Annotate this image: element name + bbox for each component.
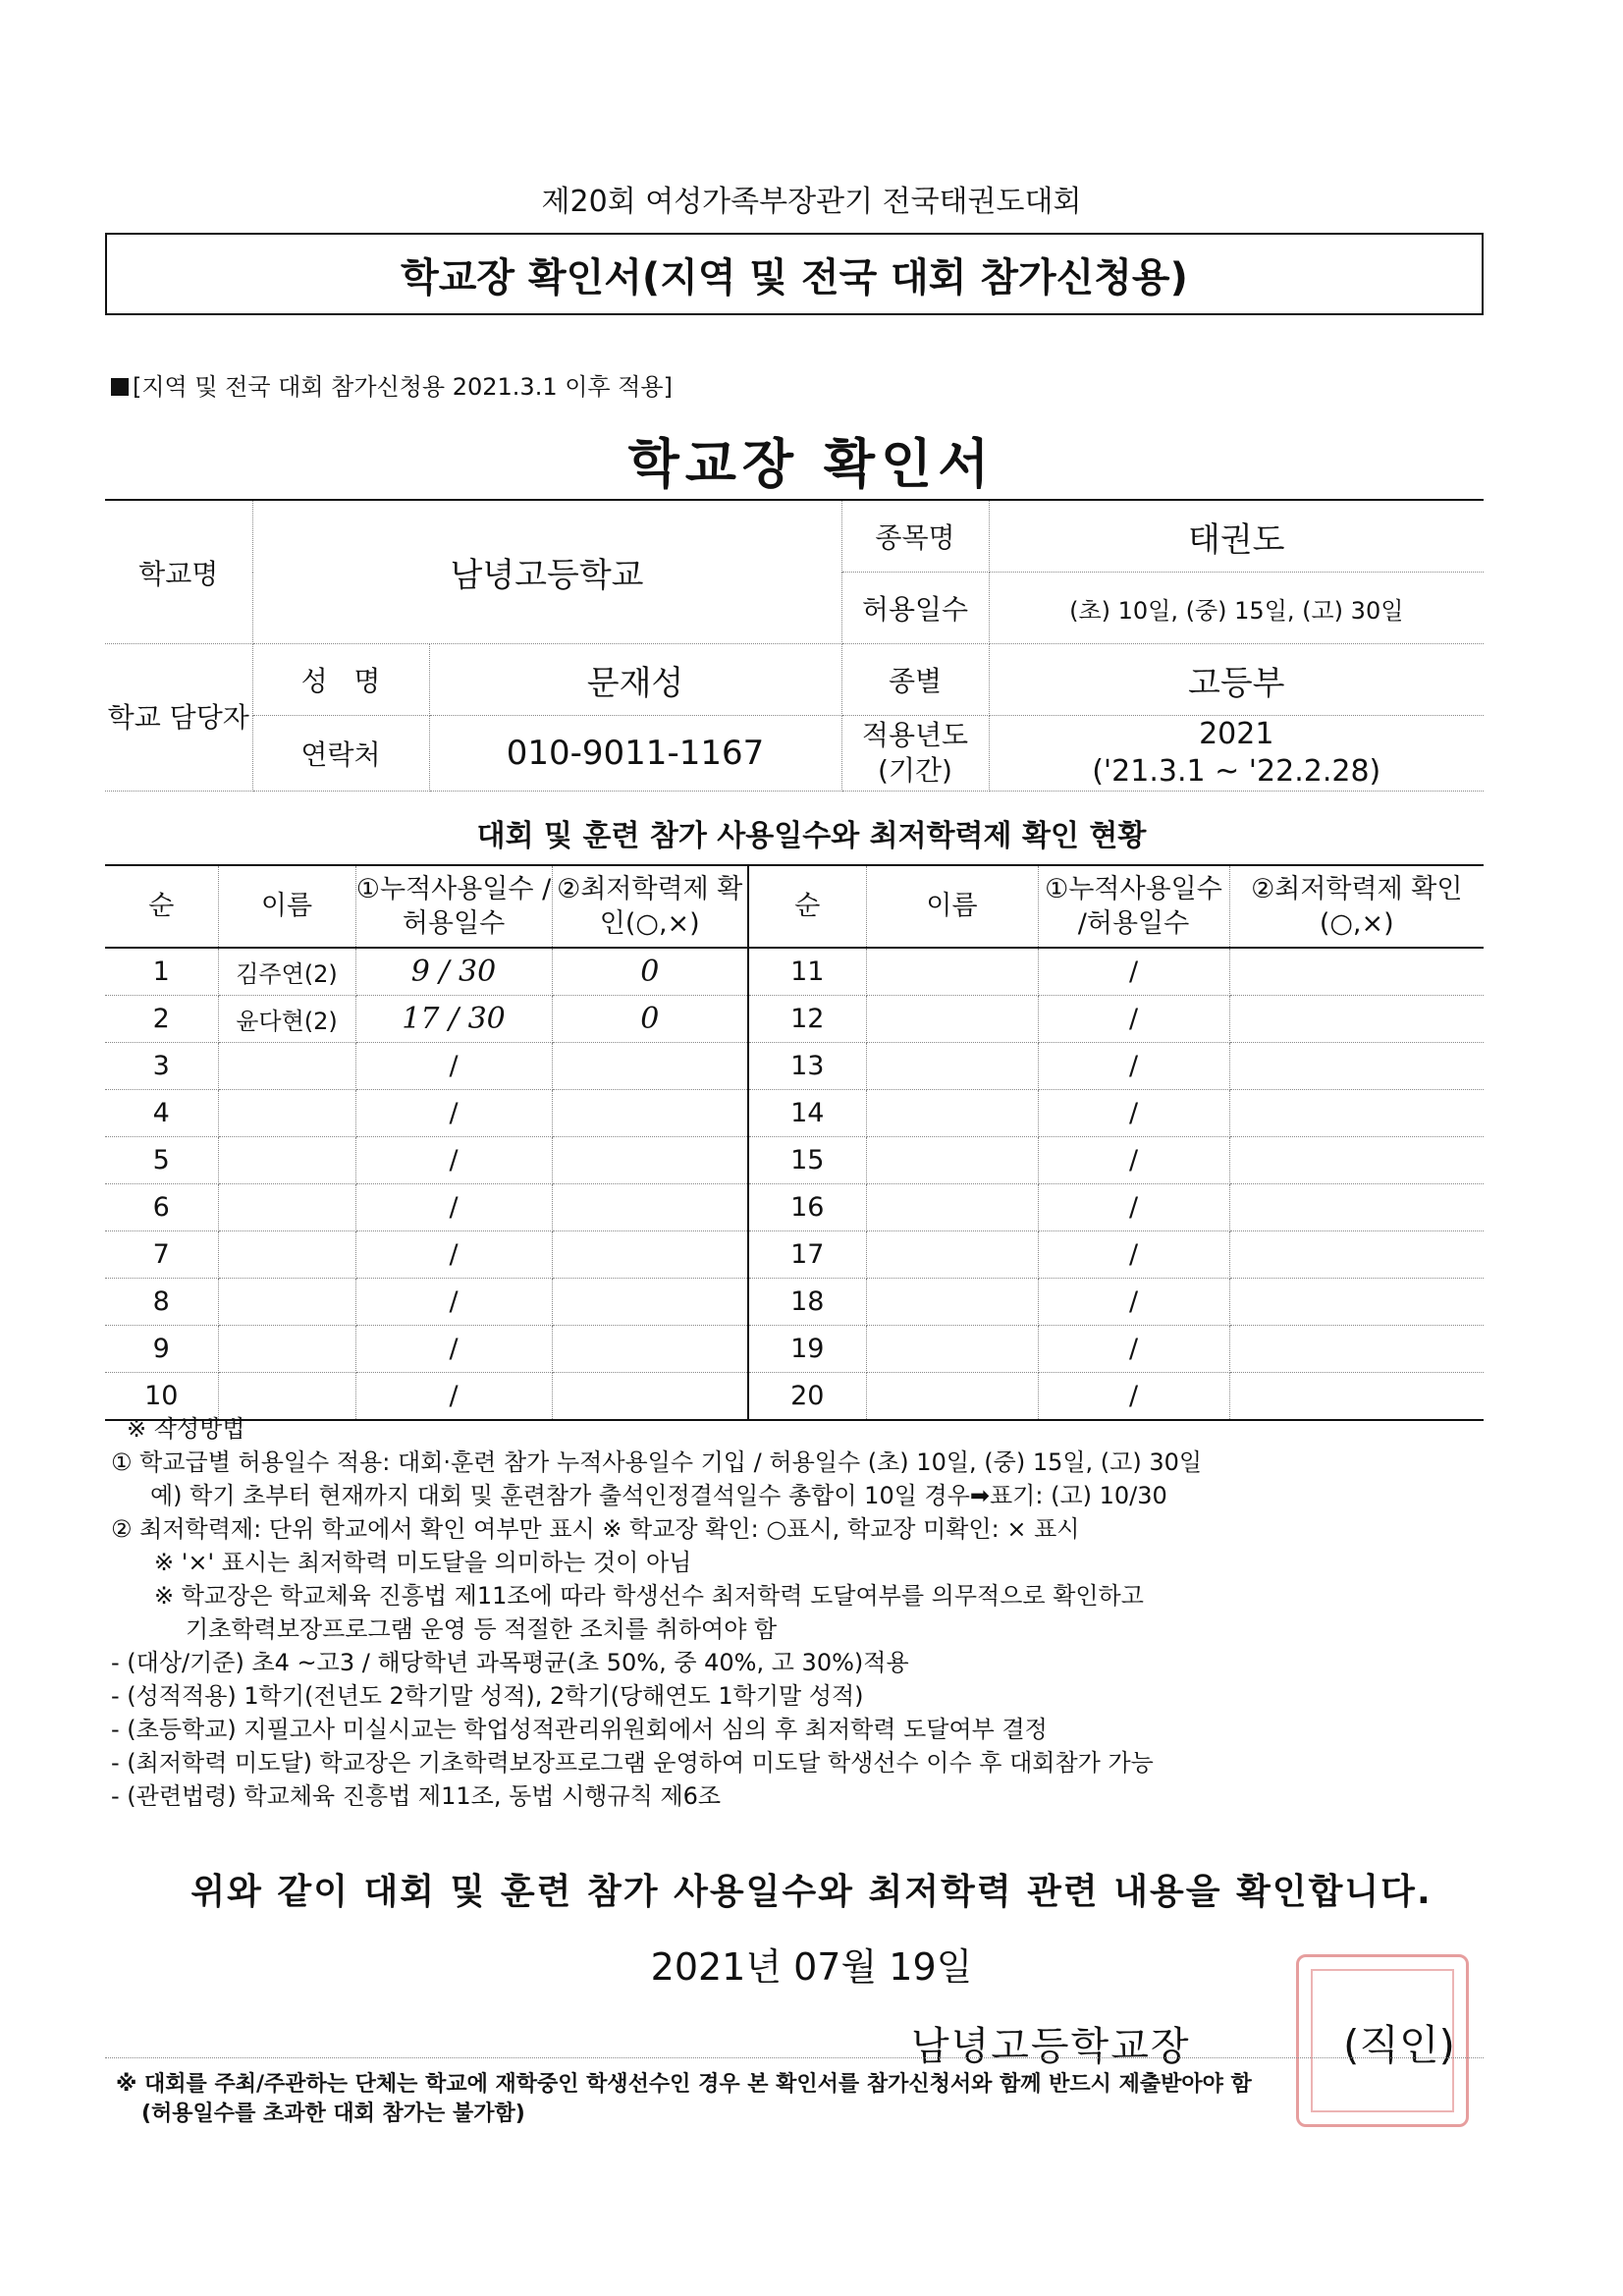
header-no-right: 순 xyxy=(748,865,866,948)
method-item-2-note-1: ※ '×' 표시는 최저학력 미도달을 의미하는 것이 아님 xyxy=(154,1549,692,1576)
row-days: / xyxy=(355,1231,552,1279)
year-label: 적용년도 (기간) xyxy=(841,716,989,792)
row-no: 8 xyxy=(105,1279,218,1326)
row-no-right: 17 xyxy=(748,1231,866,1279)
confirm-text: 위와 같이 대회 및 훈련 참가 사용일수와 최저학력 관련 내용을 확인합니다. xyxy=(190,1872,1433,1912)
row-days: / xyxy=(355,1279,552,1326)
name-value: 문재성 xyxy=(429,644,841,716)
row-days: / xyxy=(355,1043,552,1090)
header-check: ②최저학력제 확인(○,×) xyxy=(552,865,748,948)
row-check xyxy=(552,1137,748,1184)
row-name-right xyxy=(866,1137,1038,1184)
method-dash-3: - (초등학교) 지필고사 미실시교는 학업성적관리위원회에서 심의 후 최저학력 도달여부 결정 xyxy=(111,1716,1048,1743)
writing-method xyxy=(111,1412,1486,1813)
row-name-right xyxy=(866,996,1038,1043)
athlete-list-table xyxy=(105,864,1484,1421)
footer-line-1: ※ 대회를 주최/주관하는 단체는 학교에 재학중인 학생선수인 경우 본 확인서를 참가신청서와 함께 반드시 제출받아야 함 xyxy=(116,2072,1252,2097)
row-check-right xyxy=(1229,1184,1484,1231)
row-no-right: 11 xyxy=(748,948,866,996)
row-name-right xyxy=(866,1279,1038,1326)
row-days-right: / xyxy=(1038,1184,1229,1231)
row-name xyxy=(218,1184,355,1231)
method-item-1-example: 예) 학기 초부터 현재까지 대회 및 훈련참가 출석인정결석일수 총합이 10일 경우➡표기: (고) 10/30 xyxy=(150,1482,1167,1509)
row-name xyxy=(218,1326,355,1373)
method-item-1: ① 학교급별 허용일수 적용: 대회·훈련 참가 누적사용일수 기입 / 허용일수 (초) 10일, (중) 15일, (고) 30일 xyxy=(111,1449,1203,1476)
row-days-right: / xyxy=(1038,1137,1229,1184)
row-name xyxy=(218,1090,355,1137)
row-no-right: 12 xyxy=(748,996,866,1043)
row-name-right xyxy=(866,1043,1038,1090)
row-check-right xyxy=(1229,1279,1484,1326)
row-no: 3 xyxy=(105,1043,218,1090)
seal-label: (직인) xyxy=(1343,2021,1455,2069)
row-check: 0 xyxy=(552,996,748,1043)
method-dash-4: - (최저학력 미도달) 학교장은 기초학력보장프로그램 운영하여 미도달 학생선수 이수 후 대회참가 가능 xyxy=(111,1749,1154,1777)
row-check xyxy=(552,1184,748,1231)
table-row xyxy=(105,996,1484,1043)
info-table xyxy=(105,499,1484,792)
method-item-2: ② 최저학력제: 단위 학교에서 확인 여부만 표시 ※ 학교장 확인: ○표시, 학교장 미확인: × 표시 xyxy=(111,1515,1080,1543)
row-days-right: / xyxy=(1038,948,1229,996)
row-check-right xyxy=(1229,1090,1484,1137)
doc-title: 학교장 확인서 xyxy=(627,433,996,495)
row-no-right: 18 xyxy=(748,1279,866,1326)
row-days: / xyxy=(355,1326,552,1373)
school-name: 남녕고등학교 xyxy=(252,500,841,644)
top-note-text: [지역 및 전국 대회 참가신청용 2021.3.1 이후 적용] xyxy=(133,373,673,401)
sport-value: 태권도 xyxy=(989,500,1484,573)
name-label: 성 명 xyxy=(252,644,429,716)
row-name: 김주연(2) xyxy=(218,948,355,996)
header-days-right: ①누적사용일수 /허용일수 xyxy=(1038,865,1229,948)
top-note xyxy=(111,367,673,402)
method-dash-5: - (관련법령) 학교체육 진흥법 제11조, 동법 시행규칙 제6조 xyxy=(111,1782,722,1810)
row-days: / xyxy=(355,1137,552,1184)
row-days-right: / xyxy=(1038,1043,1229,1090)
row-no: 1 xyxy=(105,948,218,996)
event-name: 제20회 여성가족부장관기 전국태권도대회 xyxy=(541,185,1082,219)
box-title: 학교장 확인서(지역 및 전국 대회 참가신청용) xyxy=(105,233,1484,315)
row-no: 10 xyxy=(105,1373,218,1421)
year-cell xyxy=(989,716,1484,792)
header-check-right: ②최저학력제 확인(○,×) xyxy=(1229,865,1484,948)
row-check xyxy=(552,1090,748,1137)
table-row xyxy=(105,1043,1484,1090)
footer-note xyxy=(116,2070,1490,2129)
row-no-right: 19 xyxy=(748,1326,866,1373)
row-days-right: / xyxy=(1038,1326,1229,1373)
row-check-right xyxy=(1229,1326,1484,1373)
row-days: / xyxy=(355,1184,552,1231)
method-item-2-note-2b: 기초학력보장프로그램 운영 등 적절한 조치를 취하여야 함 xyxy=(186,1615,778,1643)
row-name-right xyxy=(866,1231,1038,1279)
row-name-right xyxy=(866,948,1038,996)
period-value: ('21.3.1 ~ '22.2.28) xyxy=(1092,754,1381,789)
row-check xyxy=(552,1231,748,1279)
row-name-right xyxy=(866,1090,1038,1137)
school-label: 학교명 xyxy=(105,500,252,644)
row-check xyxy=(552,1043,748,1090)
issue-date: 2021년 07월 19일 xyxy=(650,1945,973,1989)
allowed-value: (초) 10일, (중) 15일, (고) 30일 xyxy=(989,573,1484,644)
table-row xyxy=(105,948,1484,996)
method-dash-2: - (성적적용) 1학기(전년도 2학기말 성적), 2학기(당해연도 1학기말 성적) xyxy=(111,1682,864,1710)
row-no: 5 xyxy=(105,1137,218,1184)
row-check-right xyxy=(1229,996,1484,1043)
row-check xyxy=(552,1279,748,1326)
row-check xyxy=(552,1326,748,1373)
row-days-right: / xyxy=(1038,1231,1229,1279)
row-name: 윤다현(2) xyxy=(218,996,355,1043)
row-no-right: 13 xyxy=(748,1043,866,1090)
row-no-right: 16 xyxy=(748,1184,866,1231)
signer-name: 남녕고등학교장 xyxy=(911,2024,1191,2069)
row-check-right xyxy=(1229,948,1484,996)
row-no: 2 xyxy=(105,996,218,1043)
header-days: ①누적사용일수 /허용일수 xyxy=(355,865,552,948)
row-check-right xyxy=(1229,1137,1484,1184)
footer-line-2: (허용일수를 초과한 대회 참가는 불가함) xyxy=(141,2102,525,2126)
square-bullet-icon xyxy=(111,378,129,396)
method-dash-1: - (대상/기준) 초4 ~고3 / 해당학년 과목평균(초 50%, 중 40%, 고 30%)적용 xyxy=(111,1649,909,1676)
division-value: 고등부 xyxy=(989,644,1484,716)
row-check: 0 xyxy=(552,948,748,996)
header-name-right: 이름 xyxy=(866,865,1038,948)
allowed-label: 허용일수 xyxy=(841,573,989,644)
row-days: 9 / 30 xyxy=(355,948,552,996)
row-name xyxy=(218,1137,355,1184)
phone-value: 010-9011-1167 xyxy=(429,716,841,792)
row-days-right: / xyxy=(1038,1279,1229,1326)
row-name-right xyxy=(866,1326,1038,1373)
phone-label: 연락처 xyxy=(252,716,429,792)
row-no: 6 xyxy=(105,1184,218,1231)
method-item-2-note-2: ※ 학교장은 학교체육 진흥법 제11조에 따라 학생선수 최저학력 도달여부를 의무적으로 확인하고 xyxy=(154,1582,1144,1610)
footer-divider xyxy=(105,2057,1484,2058)
row-name xyxy=(218,1231,355,1279)
row-days-right: / xyxy=(1038,1090,1229,1137)
row-name xyxy=(218,1043,355,1090)
row-name xyxy=(218,1279,355,1326)
row-no: 7 xyxy=(105,1231,218,1279)
row-name-right xyxy=(866,1184,1038,1231)
row-no-right: 14 xyxy=(748,1090,866,1137)
contact-label: 학교 담당자 xyxy=(105,644,252,792)
table-row xyxy=(105,1231,1484,1279)
method-heading: ※ 작성방법 xyxy=(127,1415,245,1443)
row-no-right: 15 xyxy=(748,1137,866,1184)
table-row xyxy=(105,1184,1484,1231)
row-days: / xyxy=(355,1090,552,1137)
division-label: 종별 xyxy=(841,644,989,716)
row-days-right: / xyxy=(1038,996,1229,1043)
sport-label: 종목명 xyxy=(841,500,989,573)
table-row xyxy=(105,1326,1484,1373)
row-no-right: 20 xyxy=(748,1373,866,1421)
row-no: 9 xyxy=(105,1326,218,1373)
section-title: 대회 및 훈련 참가 사용일수와 최저학력제 확인 현황 xyxy=(476,819,1147,853)
row-check-right xyxy=(1229,1231,1484,1279)
row-days: 17 / 30 xyxy=(355,996,552,1043)
header-no: 순 xyxy=(105,865,218,948)
year-value: 2021 xyxy=(1199,717,1274,751)
table-row xyxy=(105,1279,1484,1326)
row-check-right xyxy=(1229,1043,1484,1090)
table-row xyxy=(105,1090,1484,1137)
table-row xyxy=(105,1137,1484,1184)
row-days-right: / xyxy=(1038,1373,1229,1421)
row-no: 4 xyxy=(105,1090,218,1137)
header-name: 이름 xyxy=(218,865,355,948)
row-days: / xyxy=(355,1373,552,1421)
